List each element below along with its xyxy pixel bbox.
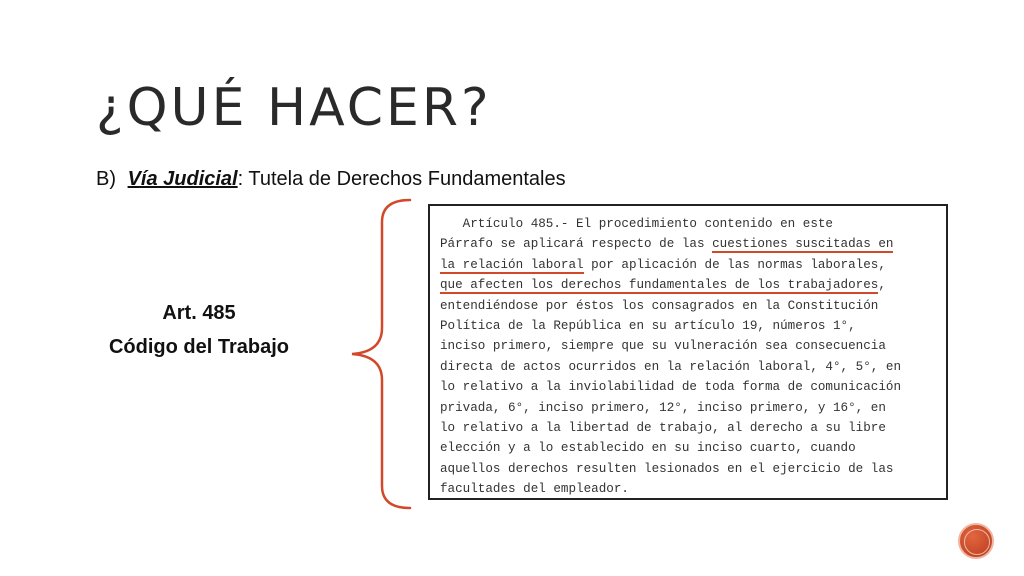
- excerpt-underlined: cuestiones suscitadas en: [712, 237, 894, 252]
- subtitle-marker: B): [96, 168, 116, 190]
- excerpt-line: directa de actos ocurridos en la relación laboral, 4°, 5°, en: [440, 359, 902, 374]
- article-label: Art. 485: [162, 302, 236, 324]
- excerpt-text: por aplicación de las normas laborales,: [583, 257, 886, 272]
- subtitle-via: Vía Judicial: [127, 168, 238, 190]
- excerpt-text: ,: [878, 278, 886, 293]
- excerpt-line: aquellos derechos resulten lesionados en el ejercicio de las: [440, 461, 894, 476]
- excerpt-line: entendiéndose por éstos los consagrados en la Constitución: [440, 298, 879, 313]
- excerpt-line: [440, 234, 938, 254]
- excerpt-line: [440, 275, 938, 295]
- excerpt-line: Artículo 485.- El procedimiento contenido en este: [440, 217, 833, 231]
- excerpt-line: [440, 255, 938, 275]
- subtitle: [96, 168, 566, 191]
- excerpt-line: facultades del empleador.: [440, 482, 629, 497]
- circle-logo-icon: [958, 523, 994, 559]
- excerpt-underlined: que afecten los derechos fundamentales de los trabajadores: [440, 278, 879, 293]
- excerpt-line: lo relativo a la libertad de trabajo, al derecho a su libre: [440, 420, 886, 435]
- excerpt-text: Párrafo se aplicará respecto de las: [440, 237, 713, 252]
- excerpt-line: privada, 6°, inciso primero, 12°, inciso primero, y 16°, en: [440, 400, 886, 415]
- slide-title: ¿QUÉ HACER?: [96, 78, 492, 138]
- article-excerpt: [428, 204, 948, 500]
- excerpt-line: lo relativo a la inviolabilidad de toda forma de comunicación: [440, 380, 902, 395]
- excerpt-underlined: la relación laboral: [440, 257, 584, 272]
- curly-brace-icon: [348, 196, 414, 512]
- excerpt-line: Política de la República en su artículo 19, números 1°,: [440, 318, 856, 333]
- excerpt-line: inciso primero, siempre que su vulneración sea consecuencia: [440, 339, 886, 354]
- subtitle-rest: : Tutela de Derechos Fundamentales: [237, 168, 566, 190]
- excerpt-line: elección y a lo establecido en su inciso cuarto, cuando: [440, 441, 856, 456]
- code-label: Código del Trabajo: [108, 336, 289, 358]
